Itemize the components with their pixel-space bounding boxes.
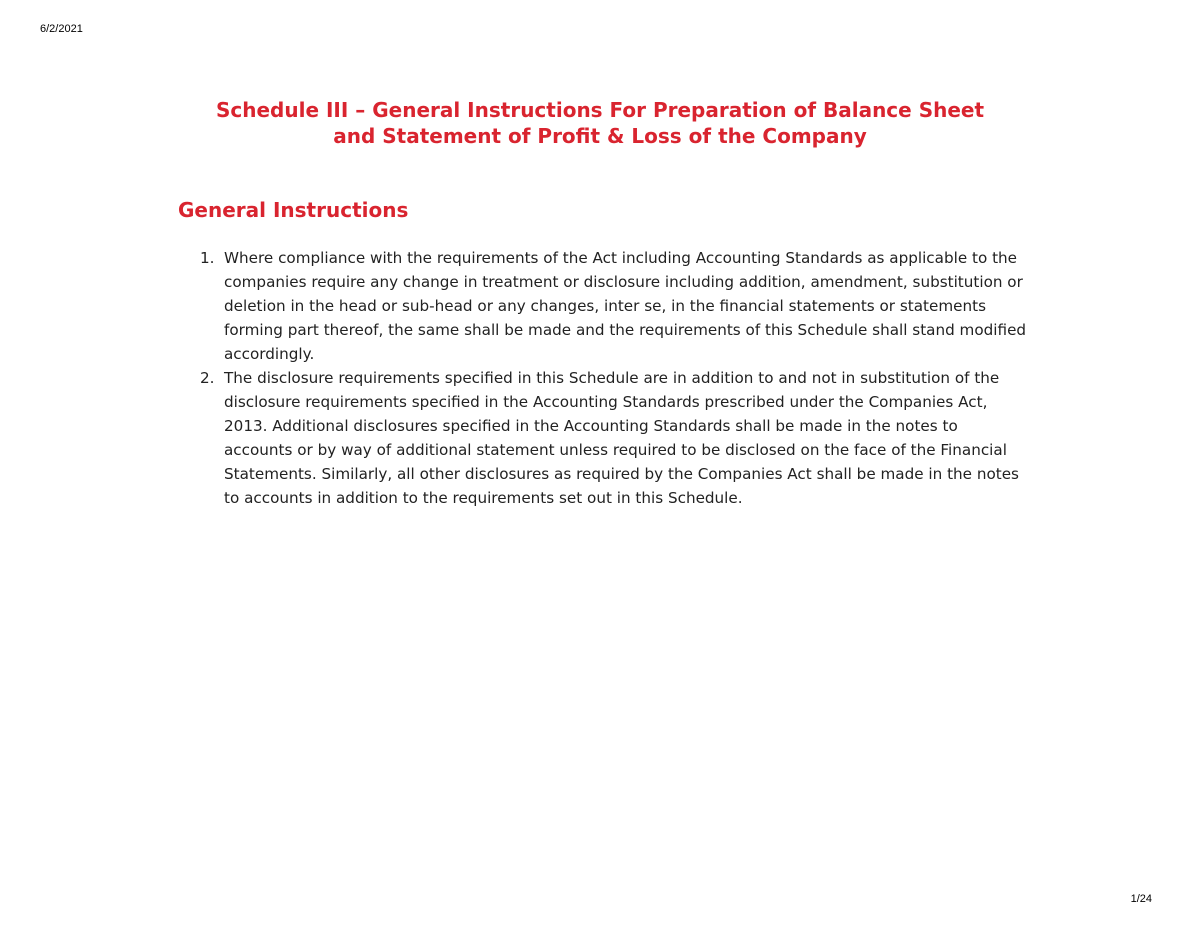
print-date: 6/2/2021: [40, 23, 83, 35]
instruction-list: [200, 246, 1030, 510]
instruction-number: 2.: [200, 369, 215, 387]
section-heading: General Instructions: [178, 198, 409, 222]
document-title-line-1: Schedule III – General Instructions For Preparation of Balance Sheet: [215, 98, 985, 122]
document-title: [150, 97, 1050, 149]
document-title-line-2: and Statement of Profit & Loss of the Company: [333, 124, 867, 148]
instruction-item-2: [200, 366, 1030, 510]
instruction-text: The disclosure requirements specified in this Schedule are in addition to and not in substitution of the disclosure requirements specified in the Accounting Standards prescribed under the Companies Act, 2013. Additional disclosures specified in the Accounting Standards shall be made in the notes to accounts or by way of additional statement unless required to be disclosed on the face of the Financial Statements. Similarly, all other disclosures as required by the Companies Act shall be made in the notes to accounts in addition to the requirements set out in this Schedule.: [224, 369, 1019, 507]
instruction-text: Where compliance with the requirements of the Act including Accounting Standards as applicable to the companies require any change in treatment or disclosure including addition, amendment, substitution or deletion in the head or sub-head or any changes, inter se, in the financial statements or statements forming part thereof, the same shall be made and the requirements of this Schedule shall stand modified accordingly.: [224, 249, 1027, 363]
instruction-item-1: [200, 246, 1030, 366]
instruction-number: 1.: [200, 249, 215, 267]
page-number: 1/24: [1130, 893, 1152, 905]
